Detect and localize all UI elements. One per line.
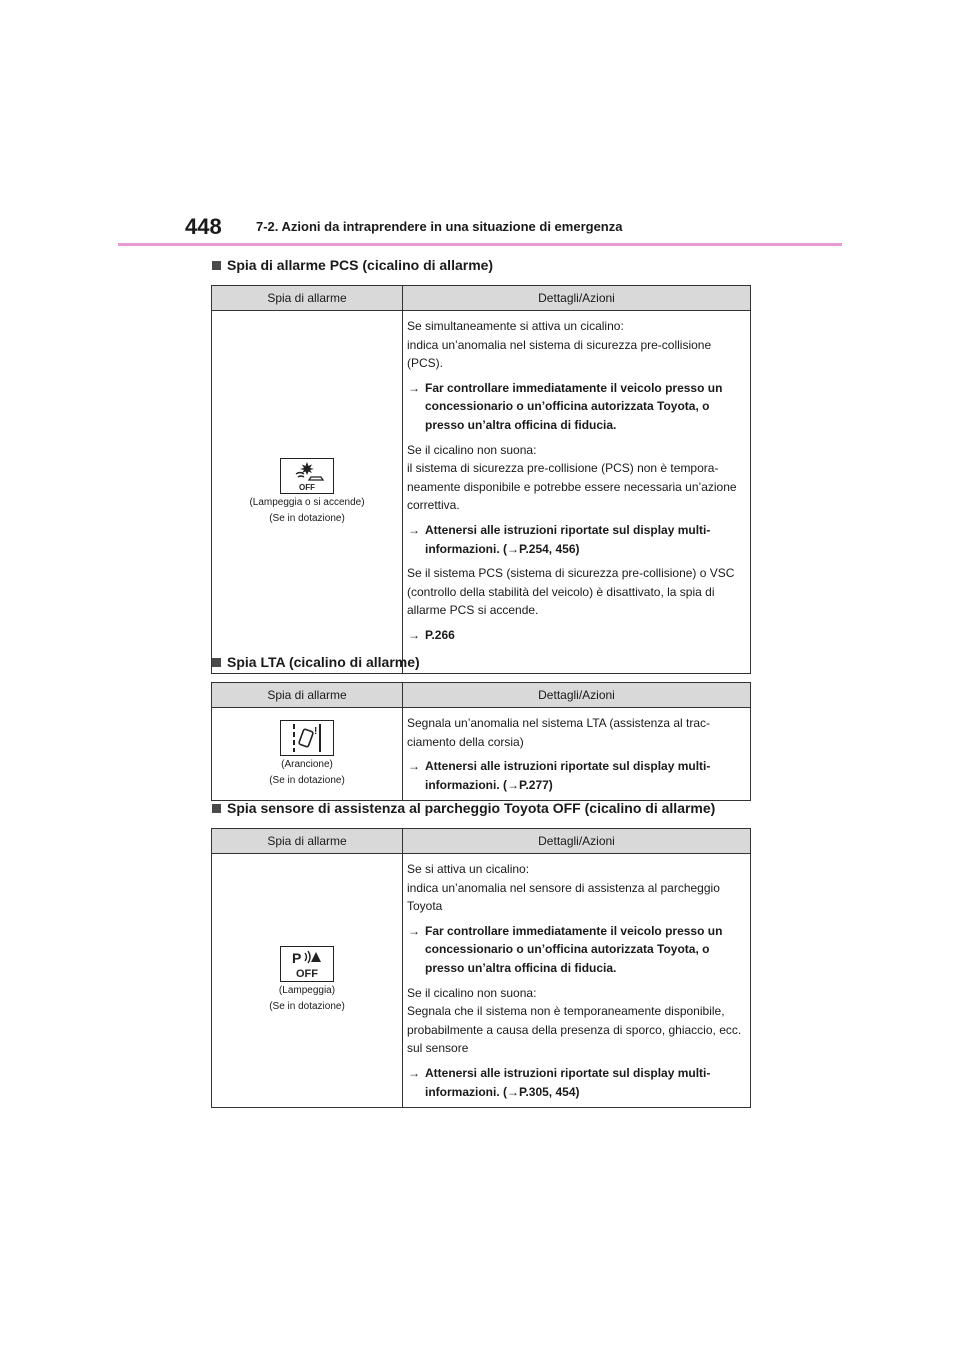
square-bullet-icon (212, 261, 221, 270)
action-item (407, 1064, 744, 1101)
condition-text: Se il cicalino non suona: (407, 442, 537, 457)
arrow-icon: → (408, 759, 420, 774)
lamp-caption-equipped: (Se in dotazione) (269, 512, 345, 524)
section-heading (211, 798, 751, 818)
section-heading-text: Spia sensore di assistenza al parcheggio Toyota OFF (cicalino di allarme) (227, 800, 716, 816)
description-text: Se il sistema PCS (sistema di sicurezza pre-collisione) o VSC (controllo della stabilità del veicolo) è disattivato, la spia di allarme PCS si accende. (407, 566, 735, 618)
parking-sensor-off-icon (280, 946, 334, 982)
description-text: indica un’anomalia nel sistema di sicurezza pre-collisione (PCS). (407, 337, 712, 371)
square-bullet-icon (212, 658, 221, 667)
column-header-lamp: Spia di allarme (212, 829, 403, 854)
section-parking-sensor (211, 798, 751, 1108)
section-pcs (211, 255, 751, 674)
column-header-lamp: Spia di allarme (212, 286, 403, 311)
lamp-caption: (Lampeggia) (278, 985, 336, 997)
svg-text:!: ! (314, 725, 318, 737)
column-header-lamp: Spia di allarme (212, 683, 403, 708)
pcs-warning-icon (280, 458, 334, 494)
details-cell (403, 311, 751, 674)
square-bullet-icon (212, 804, 221, 813)
lamp-cell (212, 854, 403, 1108)
details-cell (403, 708, 751, 801)
section-heading-text: Spia LTA (cicalino di allarme) (227, 654, 420, 670)
action-item (407, 922, 744, 978)
header-divider (118, 243, 842, 246)
arrow-icon: → (408, 380, 420, 395)
arrow-icon: → (408, 627, 420, 642)
column-header-details: Dettagli/Azioni (403, 829, 751, 854)
lta-warning-icon (280, 720, 334, 756)
section-heading (211, 255, 751, 275)
action-text: Attenersi alle istruzioni riportate sul display multi-informazioni. (→P.254, 456) (425, 522, 711, 556)
condition-text: Se il cicalino non suona: (407, 985, 537, 1000)
arrow-icon: → (408, 522, 420, 537)
lamp-caption-equipped: (Se in dotazione) (269, 1001, 345, 1013)
warning-table (211, 682, 751, 801)
svg-text:P: P (292, 950, 302, 967)
action-item (407, 521, 744, 558)
details-cell (403, 854, 751, 1108)
condition-text: Se simultaneamente si attiva un cicalino: (407, 319, 624, 333)
action-text: Attenersi alle istruzioni riportate sul display multi-informazioni. (→P.305, 454) (425, 1065, 711, 1099)
description-text: il sistema di sicurezza pre-collisione (PCS) non è tempora-neamente disponibile e potrebbe essere necessaria un’azione correttiva. (407, 461, 737, 513)
lamp-caption-equipped: (Se in dotazione) (269, 774, 345, 786)
section-heading-text: Spia di allarme PCS (cicalino di allarme) (227, 257, 494, 273)
description-text: Segnala un’anomalia nel sistema LTA (assistenza al trac-ciamento della corsia) (407, 716, 711, 749)
chapter-title: 7-2. Azioni da intraprendere in una situazione di emergenza (256, 219, 623, 234)
condition-text: Se si attiva un cicalino: (407, 862, 530, 876)
section-heading (211, 652, 751, 672)
action-item (407, 626, 744, 645)
section-lta (211, 652, 751, 801)
column-header-details: Dettagli/Azioni (403, 683, 751, 708)
page-reference-link[interactable]: P.266 (425, 627, 455, 642)
action-text: Attenersi alle istruzioni riportate sul display multi-informazioni. (→P.277) (425, 759, 711, 792)
lamp-caption: (Lampeggia o si accende) (249, 496, 365, 508)
arrow-icon: → (408, 923, 420, 938)
lamp-cell (212, 311, 403, 674)
action-text: Far controllare immediatamente il veicolo presso un concessionario o un’officina autorizzata Toyota, o presso un’altra officina di fiducia. (425, 923, 723, 975)
arrow-icon: → (408, 1065, 420, 1080)
column-header-details: Dettagli/Azioni (403, 286, 751, 311)
description-text: Segnala che il sistema non è temporaneamente disponibile, probabilmente a causa della presenza di sporco, ghiaccio, ecc. sul sensore (407, 1004, 742, 1056)
lamp-cell (212, 708, 403, 801)
warning-table (211, 828, 751, 1108)
lamp-off-label: OFF (299, 482, 315, 492)
action-item (407, 757, 744, 794)
action-item (407, 379, 744, 435)
warning-table (211, 285, 751, 674)
action-text: Far controllare immediatamente il veicolo presso un concessionario o un’officina autorizzata Toyota, o presso un’altra officina di fiducia. (425, 380, 723, 432)
lamp-off-label: OFF (296, 968, 318, 981)
lamp-caption: (Arancione) (281, 758, 333, 770)
page-number: 448 (185, 214, 222, 239)
description-text: indica un’anomalia nel sensore di assistenza al parcheggio Toyota (407, 880, 720, 914)
